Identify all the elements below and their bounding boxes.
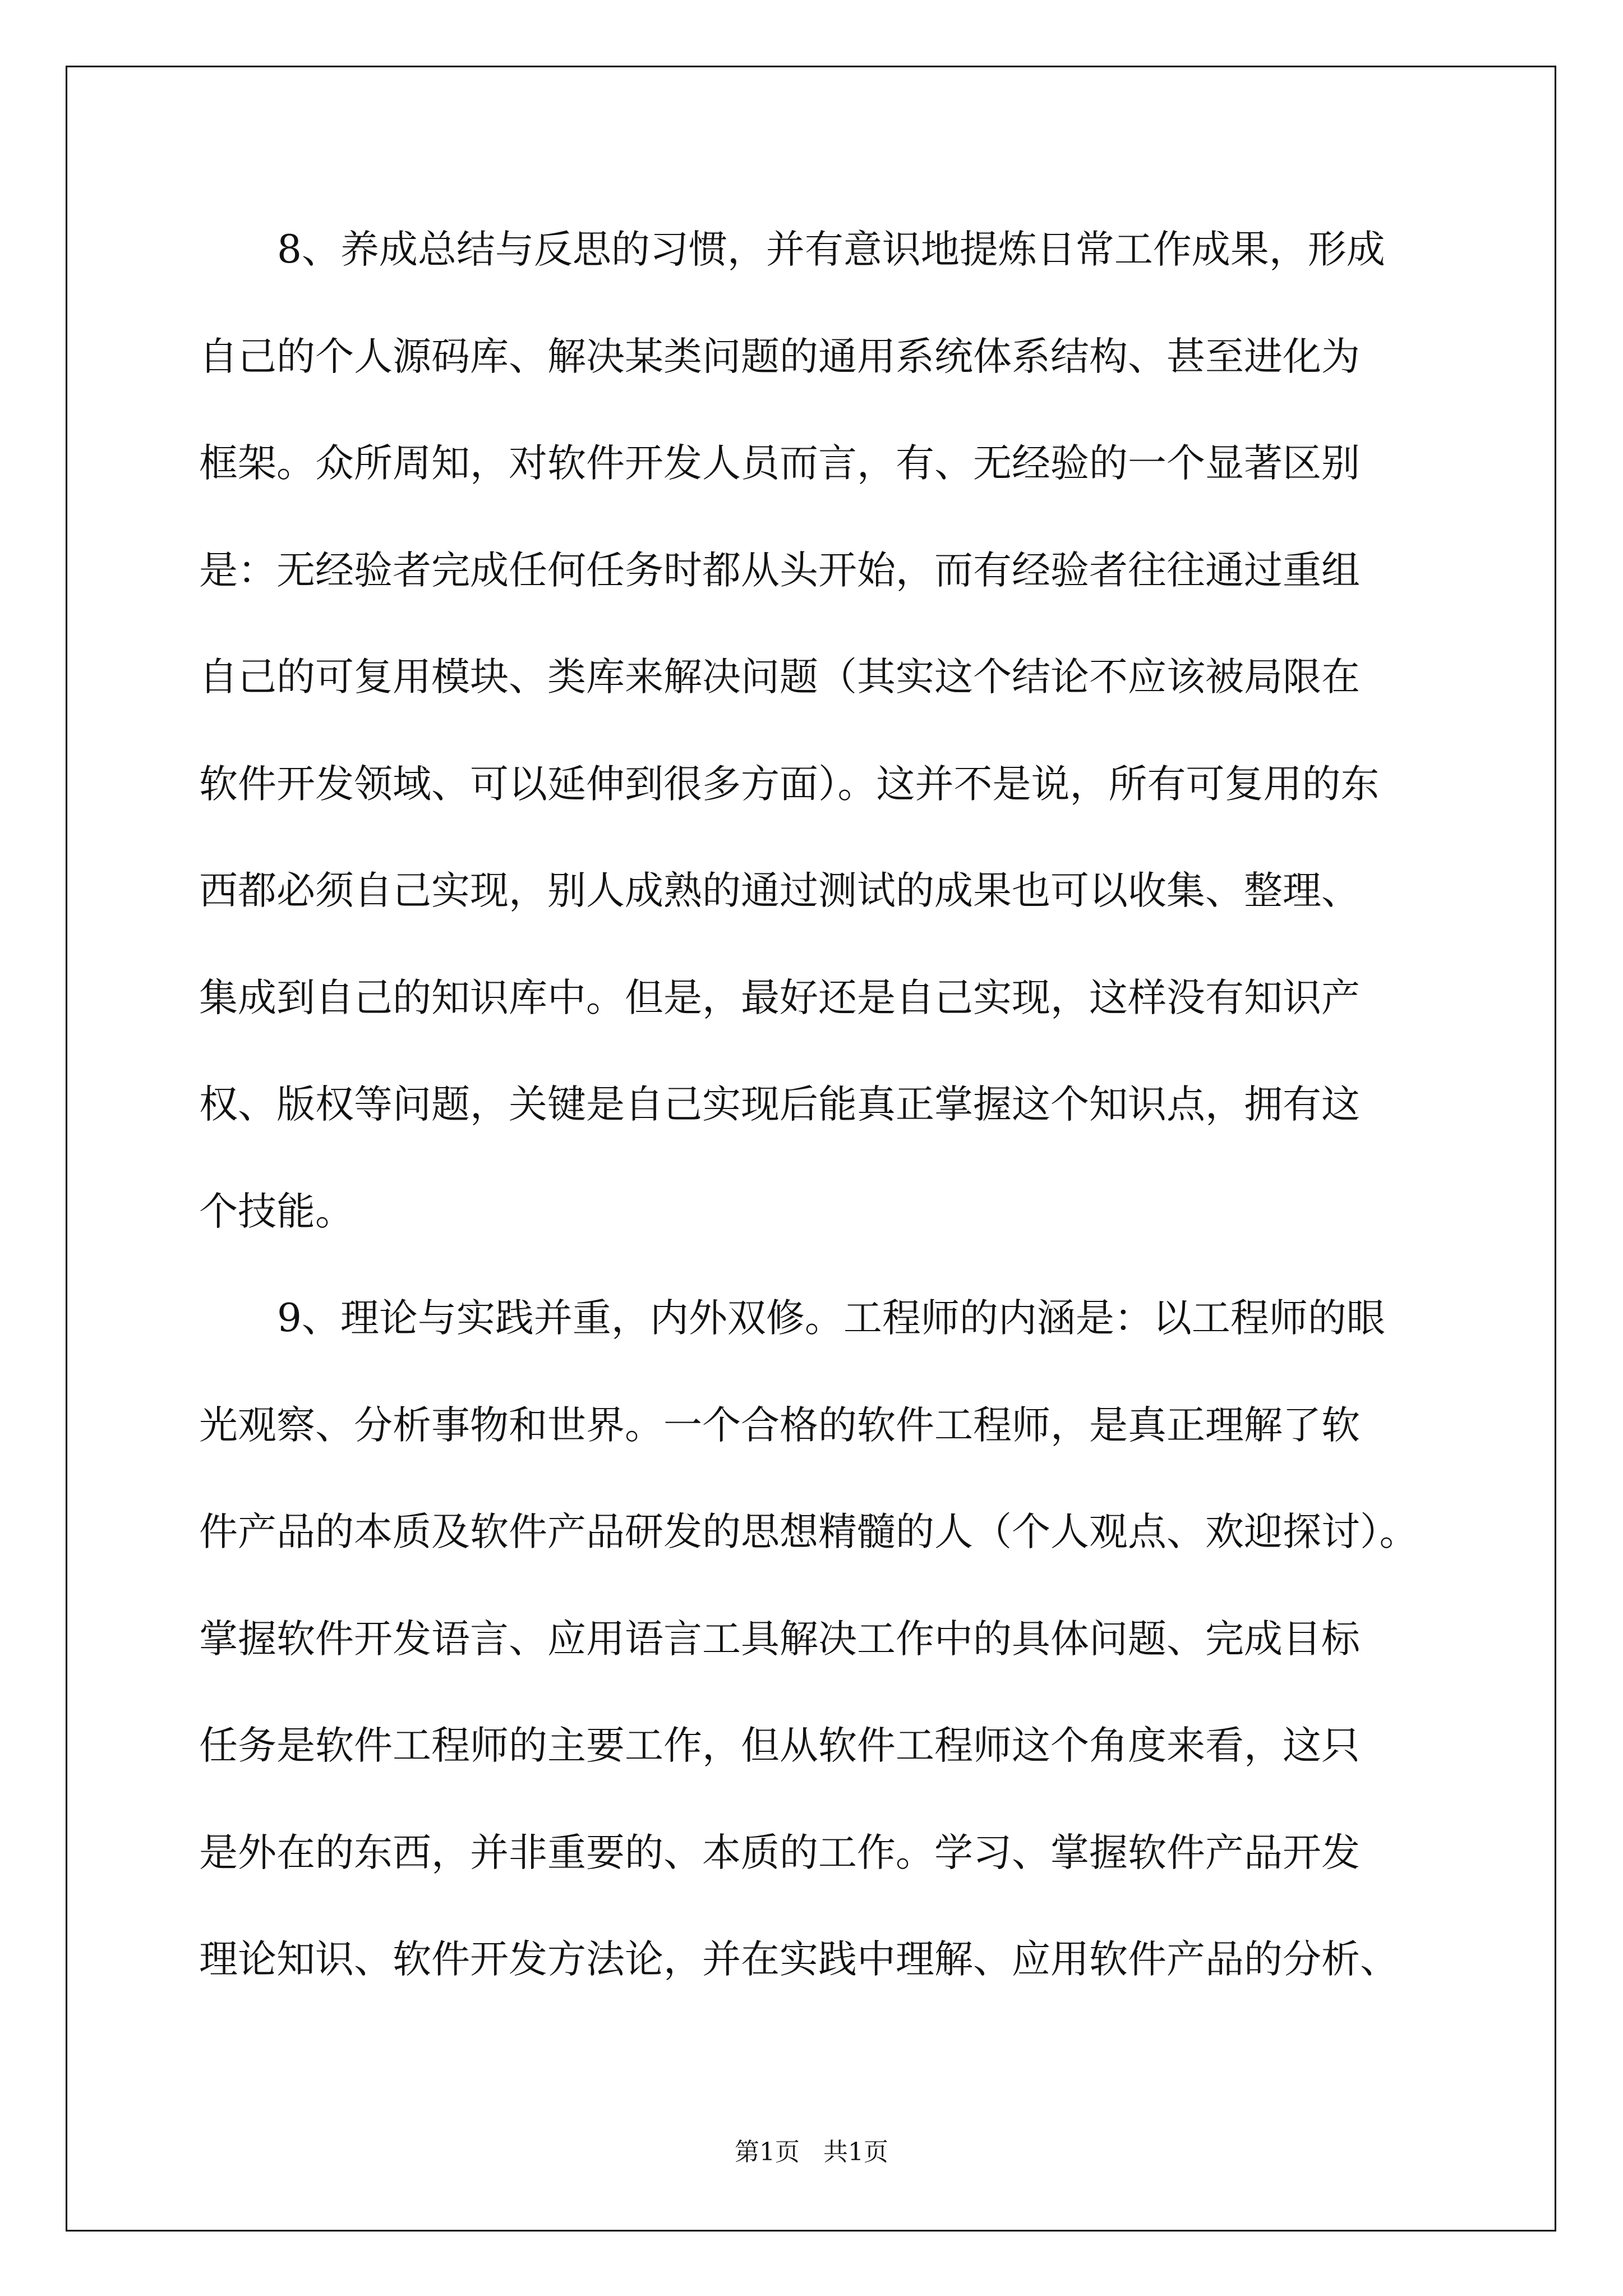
paragraph-line: 理论知识、软件开发方法论，并在实践中理解、应用软件产品的分析、 <box>199 1937 1399 1982</box>
paragraph-line: 任务是软件工程师的主要工作，但从软件工程师这个角度来看，这只 <box>199 1723 1360 1768</box>
paragraph-line: 框架。众所周知，对软件开发人员而言，有、无经验的一个显著区别 <box>199 441 1360 486</box>
paragraph-line: 自己的可复用模块、类库来解决问题（其实这个结论不应该被局限在 <box>199 655 1360 700</box>
paragraph-line: 是外在的东西，并非重要的、本质的工作。学习、掌握软件产品开发 <box>199 1830 1360 1875</box>
paragraph-line: 掌握软件开发语言、应用语言工具解决工作中的具体问题、完成目标 <box>199 1616 1360 1662</box>
paragraph-line: 个技能。 <box>199 1189 354 1234</box>
paragraph-line: 是：无经验者完成任何任务时都从头开始，而有经验者往往通过重组 <box>199 547 1360 593</box>
paragraph-line: 8、养成总结与反思的习惯，并有意识地提炼日常工作成果，形成 <box>277 227 1385 272</box>
paragraph-line: 集成到自己的知识库中。但是，最好还是自己实现，这样没有知识产 <box>199 975 1360 1020</box>
paragraph-line: 光观察、分析事物和世界。一个合格的软件工程师，是真正理解了软 <box>199 1402 1360 1448</box>
document-body <box>199 216 1444 2033</box>
paragraph-line: 软件开发领域、可以延伸到很多方面）。这并不是说，所有可复用的东 <box>199 761 1380 807</box>
paragraph-line: 西都必须自己实现，别人成熟的通过测试的成果也可以收集、整理、 <box>199 868 1360 913</box>
paragraph-line: 权、版权等问题，关键是自己实现后能真正掌握这个知识点，拥有这 <box>199 1082 1360 1127</box>
paragraph-line: 9、理论与实践并重，内外双修。工程师的内涵是：以工程师的眼 <box>277 1296 1385 1341</box>
paragraph-line: 自己的个人源码库、解决某类问题的通用系统体系结构、甚至进化为 <box>199 334 1360 379</box>
page-number-footer: 第1页 共1页 <box>735 2138 888 2166</box>
paragraph-line: 件产品的本质及软件产品研发的思想精髓的人（个人观点、欢迎探讨）。 <box>199 1510 1418 1554</box>
